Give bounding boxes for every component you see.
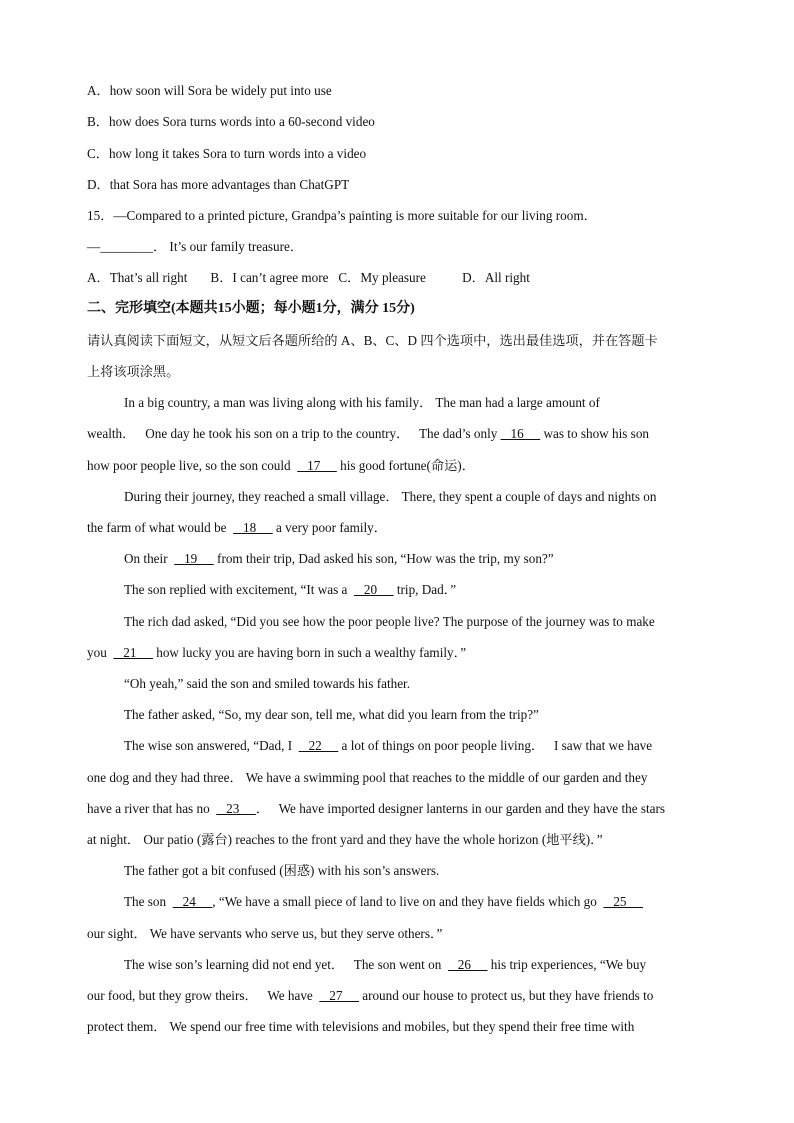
q15-blank: ________ <box>100 239 153 254</box>
passage-p2-line2 <box>87 519 714 537</box>
passage-p2-line1: During their journey, they reached a small village． There, they spent a couple of days and nights on <box>124 489 657 504</box>
q15-response <box>87 238 714 256</box>
text-segment: a very poor family． <box>272 520 387 535</box>
blank-20: 20 <box>353 582 394 597</box>
passage-p6: “Oh yeah,” said the son and smiled towards his father. <box>124 676 411 691</box>
text-segment: trip, Dad．” <box>393 582 457 597</box>
passage-p8-line1 <box>124 737 714 755</box>
blank-21: 21 <box>113 645 153 660</box>
blank-22: 22 <box>298 738 339 753</box>
section-2-heading: 二、完形填空(本题共15小题；每小题1分，满分 15分) <box>87 301 415 316</box>
text-segment: was to show his son <box>540 426 650 441</box>
passage-p10-line1 <box>124 893 714 911</box>
text-segment: The son replied with excitement, “It was a <box>124 582 354 597</box>
text-segment: how poor people live, so the son could <box>87 458 298 473</box>
text-segment: the farm of what would be <box>87 520 234 535</box>
passage-p10-line2: our sight． We have servants who serve us, but they serve others．” <box>87 926 443 941</box>
text-segment: a lot of things on poor people living． I saw that we have <box>338 738 653 753</box>
blank-17: 17 <box>297 458 337 473</box>
blank-27: 27 <box>319 988 359 1003</box>
passage-p11-line3: protect them． We spend our free time with televisions and mobiles, but they spend their free time with <box>87 1019 635 1034</box>
text-segment: have a river that has no <box>87 801 217 816</box>
text-segment: his good fortune(命运)． <box>336 458 475 473</box>
q15-options: A．That’s all right B．I can’t agree more C．My pleasure D．All right <box>87 270 530 285</box>
text-segment: The wise son answered, “Dad, I <box>124 738 299 753</box>
passage-p9: The father got a bit confused (困惑) with his son’s answers. <box>124 863 440 878</box>
q14-option-a: A．how soon will Sora be widely put into use <box>87 83 332 98</box>
blank-26: 26 <box>447 957 488 972</box>
passage-p1-line3 <box>87 457 714 475</box>
text-segment: our food, but they grow theirs． We have <box>87 988 320 1003</box>
passage-p11-line2 <box>87 987 714 1005</box>
q14-option-d: D．that Sora has more advantages than ChatGPT <box>87 177 350 192</box>
passage-p1-line1: In a big country, a man was living along with his family． The man had a large amount of <box>124 395 600 410</box>
passage-p11-line1 <box>124 956 714 974</box>
section-2-instruction-line2: 上将该项涂黑。 <box>87 364 180 379</box>
q15-response-text: ． It’s our family treasure． <box>152 239 304 254</box>
text-segment: wealth． One day he took his son on a trip to the country． The dad’s only <box>87 426 501 441</box>
blank-24: 24 <box>172 894 213 909</box>
text-segment: from their trip, Dad asked his son, “How was the trip, my son?” <box>213 551 554 566</box>
passage-p5-line2 <box>87 644 714 662</box>
passage-p8-line3 <box>87 800 714 818</box>
q14-option-c: C．how long it takes Sora to turn words into a video <box>87 146 367 161</box>
q14-option-b: B．how does Sora turns words into a 60-second video <box>87 114 375 129</box>
text-segment: his trip experiences, “We buy <box>487 957 647 972</box>
blank-25: 25 <box>603 894 643 909</box>
blank-23: 23 <box>216 801 256 816</box>
text-segment: around our house to protect us, but they have friends to <box>358 988 654 1003</box>
passage-p4 <box>124 581 714 599</box>
text-segment: On their <box>124 551 175 566</box>
passage-p8-line4: at night． Our patio (露台) reaches to the front yard and they have the whole horizon (地平线)．” <box>87 832 603 847</box>
passage-p8-line2: one dog and they had three． We have a swimming pool that reaches to the middle of our garden and they <box>87 770 648 785</box>
q15-dash: — <box>87 239 101 254</box>
text-segment: , “We have a small piece of land to live on and they have fields which go <box>212 894 604 909</box>
section-2-instruction-line1: 请认真阅读下面短文，从短文后各题所给的 A、B、C、D 四个选项中，选出最佳选项，并在答题卡 <box>87 333 658 348</box>
blank-16: 16 <box>500 426 541 441</box>
text-segment: how lucky you are having born in such a wealthy family．” <box>152 645 467 660</box>
text-segment: The son <box>124 894 173 909</box>
text-segment: ． We have imported designer lanterns in our garden and they have the stars <box>255 801 666 816</box>
text-segment: you <box>87 645 114 660</box>
passage-p7: The father asked, “So, my dear son, tell me, what did you learn from the trip?” <box>124 707 539 722</box>
passage-p3 <box>124 550 714 568</box>
q15-stem: 15．—Compared to a printed picture, Grandpa’s painting is more suitable for our living room． <box>87 208 597 223</box>
passage-p1-line2 <box>87 425 714 443</box>
blank-19: 19 <box>174 551 214 566</box>
text-segment: The wise son’s learning did not end yet． The son went on <box>124 957 448 972</box>
blank-18: 18 <box>233 520 273 535</box>
passage-p5-line1: The rich dad asked, “Did you see how the poor people live? The purpose of the journey was to make <box>124 614 655 629</box>
